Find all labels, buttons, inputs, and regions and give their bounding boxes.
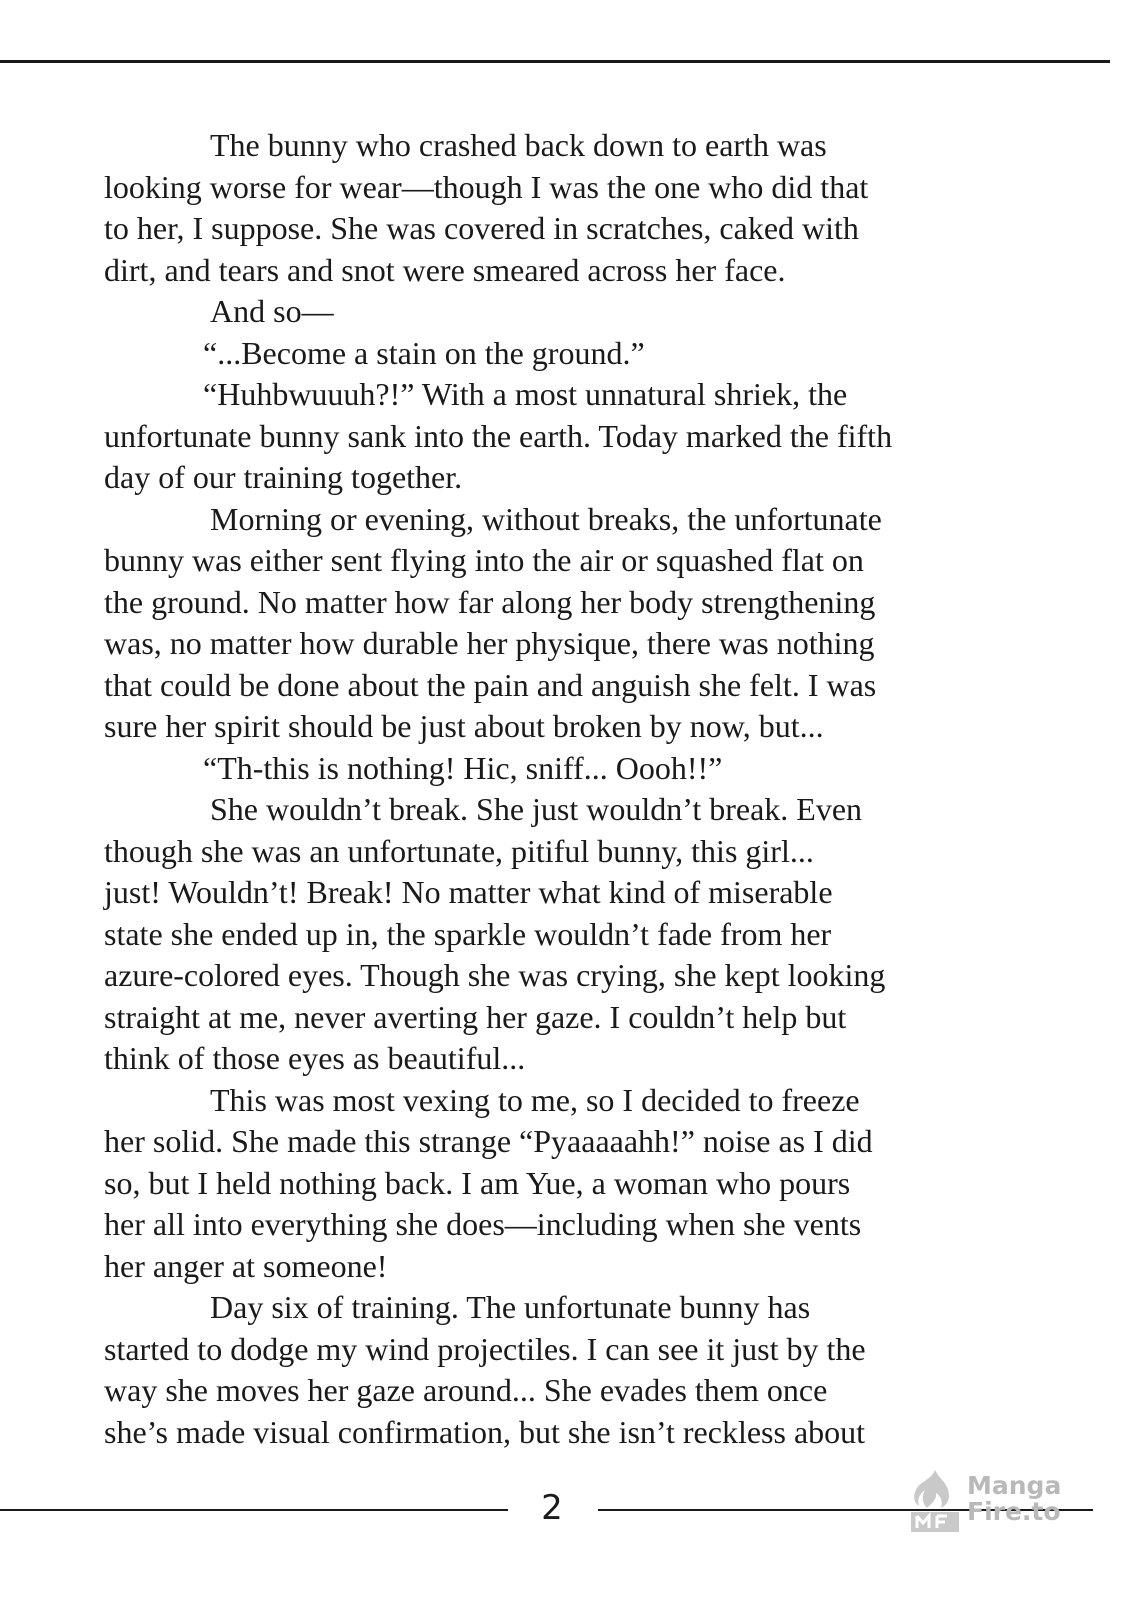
text-line: dirt, and tears and snot were smeared across her face.: [104, 251, 786, 288]
text-line: was, no matter how durable her physique, there was nothing: [104, 625, 875, 661]
text-line: Day six of training. The unfortunate bunny has: [210, 1289, 811, 1325]
text-line: her solid. She made this strange “Pyaaaaahh!” noise as I did: [104, 1123, 873, 1159]
text-line: day of our training together.: [104, 459, 463, 495]
page-body-text: [104, 125, 984, 1453]
text-line: Morning or evening, without breaks, the unfortunate: [210, 500, 882, 537]
text-line: She wouldn’t break. She just wouldn’t break. Even: [210, 791, 863, 827]
page-number: 2: [541, 1488, 563, 1528]
text-line: “Huhbwuuuh?!” With a most unnatural shriek, the: [203, 376, 848, 412]
text-line: state she ended up in, the sparkle wouldn’t fade from her: [104, 915, 832, 952]
text-line: think of those eyes as beautiful...: [104, 1040, 526, 1076]
text-line: looking worse for wear—though I was the one who did that: [104, 168, 869, 205]
text-line: “Th-this is nothing! Hic, sniff... Oooh!!”: [203, 749, 723, 786]
text-line: straight at me, never averting her gaze. I couldn’t help but: [104, 998, 847, 1035]
watermark-text-fire: Fire.to: [967, 1497, 1061, 1526]
text-line: bunny was either sent flying into the air or squashed flat on: [104, 542, 864, 578]
text-line: her all into everything she does—including when she vents: [104, 1206, 862, 1242]
text-line: azure-colored eyes. Though she was crying, she kept looking: [104, 957, 886, 993]
text-line: that could be done about the pain and anguish she felt. I was: [104, 666, 877, 703]
text-line: though she was an unfortunate, pitiful bunny, this girl...: [104, 832, 814, 869]
text-line: just! Wouldn’t! Break! No matter what kind of miserable: [104, 874, 833, 910]
text-line: unfortunate bunny sank into the earth. Today marked the fifth: [104, 417, 893, 454]
text-line: “...Become a stain on the ground.”: [203, 334, 645, 371]
text-line: to her, I suppose. She was covered in scratches, caked with: [104, 210, 859, 246]
watermark-text-manga: Manga: [967, 1471, 1062, 1500]
text-line: way she moves her gaze around... She evades them once: [104, 1372, 828, 1408]
top-rule: [0, 60, 1110, 63]
text-line: And so—: [210, 293, 334, 329]
text-line: the ground. No matter how far along her body strengthening: [104, 583, 876, 620]
flame-icon: [905, 1468, 965, 1534]
text-line: sure her spirit should be just about broken by now, but...: [104, 708, 824, 744]
text-line: her anger at someone!: [104, 1247, 388, 1284]
text-line: so, but I held nothing back. I am Yue, a woman who pours: [104, 1164, 851, 1201]
watermark-logo: [905, 1468, 1085, 1538]
text-line: The bunny who crashed back down to earth was: [210, 127, 827, 163]
text-line: she’s made visual confirmation, but she isn’t reckless about: [104, 1413, 866, 1450]
text-line: started to dodge my wind projectiles. I can see it just by the: [104, 1330, 866, 1367]
footer-rule-left: [0, 1509, 508, 1511]
text-line: This was most vexing to me, so I decided to freeze: [210, 1081, 860, 1118]
